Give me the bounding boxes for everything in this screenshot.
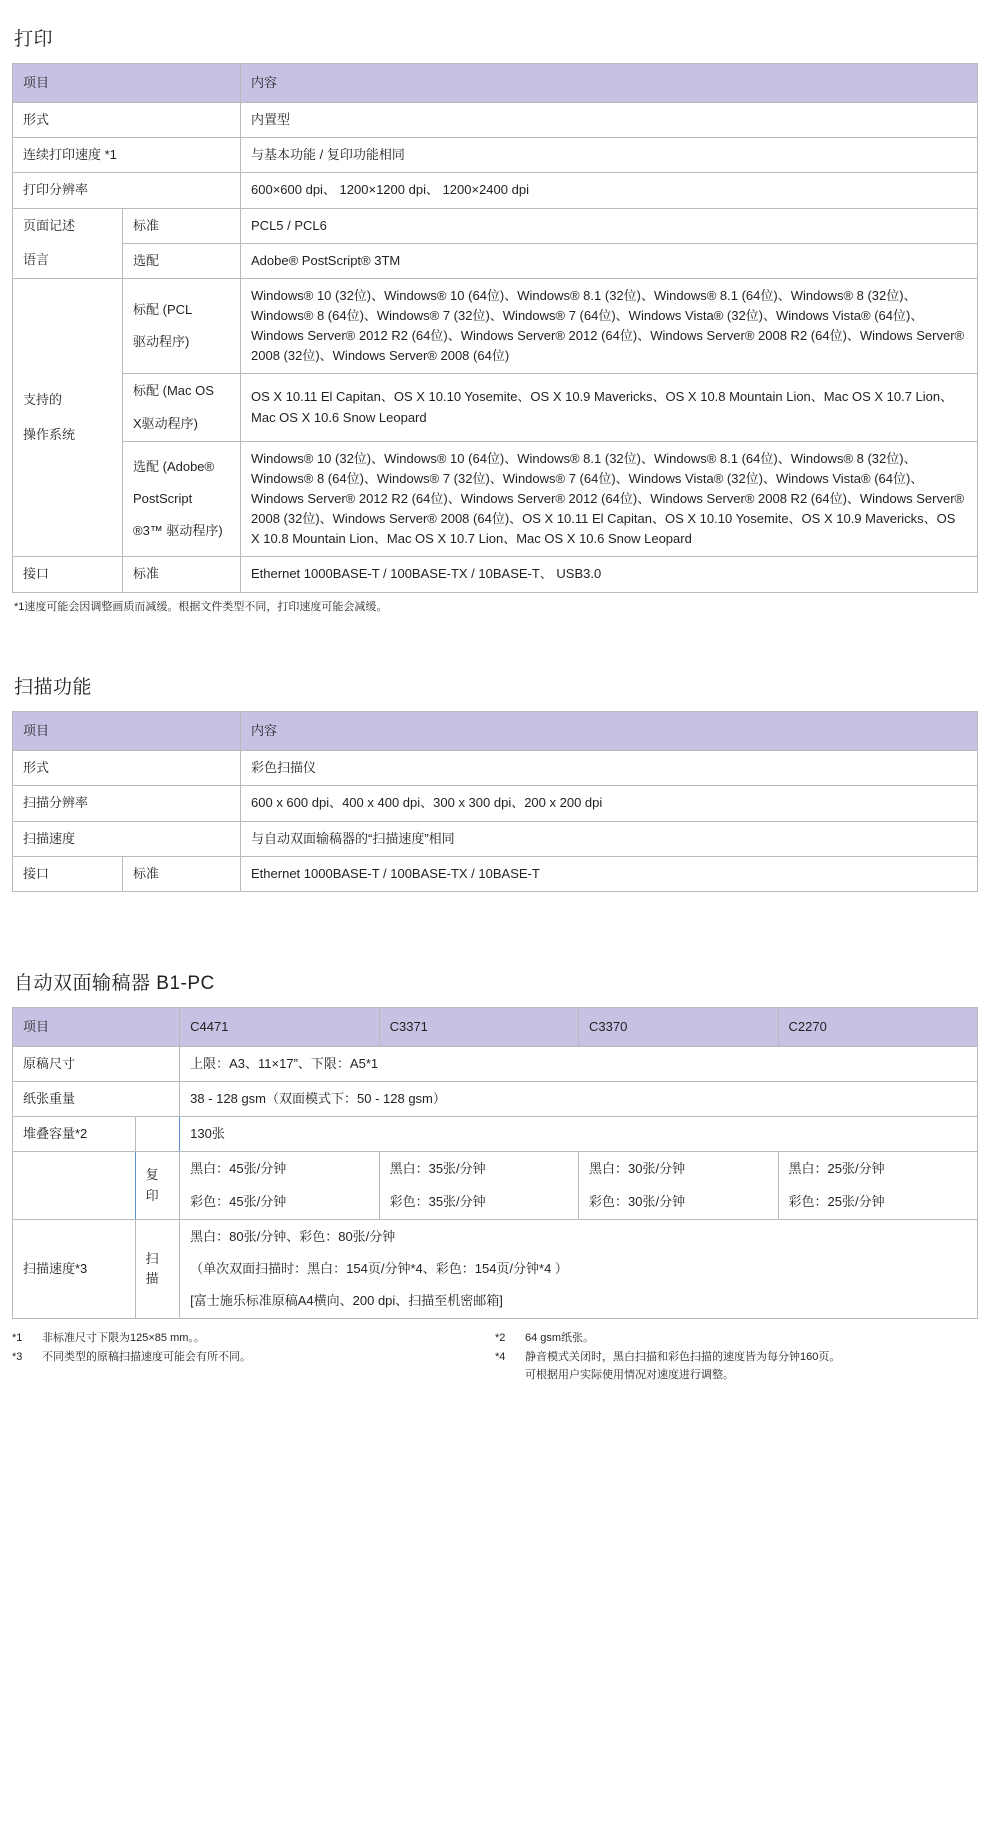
table-row	[13, 821, 978, 856]
spacer	[12, 616, 978, 672]
footnote-1	[12, 1329, 495, 1348]
table-row	[13, 374, 978, 441]
row-label-scan-resolution: 扫描分辨率	[13, 786, 241, 821]
table-header-row	[13, 64, 978, 103]
row-value-speed: 与基本功能 / 复印功能相同	[241, 138, 978, 173]
footnote-4-mark: *4	[495, 1350, 506, 1363]
table-header-row	[13, 1007, 978, 1046]
row-label-scan-interface: 接口	[13, 856, 123, 891]
row-label-scan-speed: 扫描速度	[13, 821, 241, 856]
spacer	[12, 898, 978, 968]
row-sub-os-pcl	[123, 278, 241, 374]
scan-speed-line1: 黑白：80张/分钟、彩色：80张/分钟	[190, 1228, 396, 1244]
table-row	[13, 751, 978, 786]
os-label-line2: 操作系统	[23, 426, 76, 442]
table-row	[13, 278, 978, 374]
cell-copy-c4471	[180, 1152, 379, 1219]
os-ps-sub-line3: ®3™ 驱动程序)	[133, 523, 223, 539]
cell-copy-c2270	[778, 1152, 978, 1219]
footnote-4-text: 静音模式关闭时，黑白扫描和彩色扫描的速度皆为每分钟160页。	[525, 1350, 841, 1363]
table-row	[13, 1152, 978, 1219]
row-label-doc-size: 原稿尺寸	[13, 1046, 180, 1081]
table-row	[13, 786, 978, 821]
header-model-c3370: C3370	[579, 1007, 778, 1046]
row-sub-scan-interface: 标准	[123, 856, 241, 891]
table-header-row	[13, 712, 978, 751]
row-label-os	[13, 278, 123, 557]
row-value-pdl-standard: PCL5 / PCL6	[241, 208, 978, 243]
footnote-1-mark: *1	[12, 1332, 23, 1345]
row-label-pdl	[13, 208, 123, 278]
row-label-stack-capacity: 堆叠容量*2	[13, 1117, 136, 1152]
row-label-scan-form: 形式	[13, 751, 241, 786]
table-row	[13, 1117, 978, 1152]
footnote-2-mark: *2	[495, 1332, 506, 1345]
row-value-scan-speed-adf	[180, 1219, 978, 1318]
scan-speed-line2: （单次双面扫描时：黑白：154页/分钟*4、彩色：154页/分钟*4 ）	[190, 1260, 568, 1276]
footnote-4-continued: 可根据用户实际使用情况对速度进行调整。	[525, 1369, 734, 1382]
row-value-scan-speed: 与自动双面输稿器的“扫描速度”相同	[241, 821, 978, 856]
header-model-c2270: C2270	[778, 1007, 978, 1046]
row-value-form: 内置型	[241, 103, 978, 138]
cell-copy-c3370	[579, 1152, 778, 1219]
footnote-1-text: 非标准尺寸下限为125×85 mm。。	[42, 1332, 205, 1345]
footnote-2-text: 64 gsm纸张。	[525, 1332, 595, 1345]
row-value-os-pcl: Windows® 10 (32位)、Windows® 10 (64位)、Windows® 8.1 (32位)、Windows® 8.1 (64位)、Windows® 8 (32位)、Windows® 8 (64位)、Windows® 7 (32位)、Windows® 7 (64位)、Windows Vista® (32位)、Windows Vista® (64位)、Windows Server® 2012 R2 (64位)、Windows Server® 2012 (64位)、Windows Server® 2008 R2 (64位)、Windows Server® 2008 (32位)、Windows Server® 2008 (64位)	[241, 278, 978, 374]
table-row	[13, 208, 978, 243]
header-item: 项目	[13, 1007, 180, 1046]
row-sub-interface: 标准	[123, 557, 241, 592]
copy-color-c3371: 彩色：35张/分钟	[389, 1193, 486, 1209]
header-content: 内容	[241, 64, 978, 103]
header-content: 内容	[241, 712, 978, 751]
row-value-scan-form: 彩色扫描仪	[241, 751, 978, 786]
row-label-interface: 接口	[13, 557, 123, 592]
table-row	[13, 557, 978, 592]
header-item: 项目	[13, 64, 241, 103]
header-model-c3371: C3371	[379, 1007, 578, 1046]
scan-speed-line3: [富士施乐标准原稿A4横向、200 dpi、扫描至机密邮箱]	[190, 1292, 503, 1308]
row-label-speed: 连续打印速度 *1	[13, 138, 241, 173]
row-value-stack-capacity: 130张	[180, 1117, 978, 1152]
footnote-4	[495, 1348, 978, 1367]
row-value-paper-weight: 38 - 128 gsm（双面模式下：50 - 128 gsm）	[180, 1082, 978, 1117]
os-pcl-sub-line2: 驱动程序)	[133, 334, 190, 350]
table-row	[13, 173, 978, 208]
copy-bw-c2270: 黑白：25张/分钟	[788, 1161, 885, 1177]
footnotes-left-column	[12, 1329, 495, 1385]
row-sub-os-postscript	[123, 441, 241, 557]
os-ps-sub-line1: 选配 (Adobe®	[133, 458, 215, 474]
row-label-empty	[13, 1152, 136, 1219]
table-row	[13, 243, 978, 278]
table-row	[13, 856, 978, 891]
table-row	[13, 1082, 978, 1117]
cell-copy-c3371	[379, 1152, 578, 1219]
row-value-pdl-optional: Adobe® PostScript® 3TM	[241, 243, 978, 278]
footnotes-right-column	[495, 1329, 978, 1385]
copy-bw-c3370: 黑白：30张/分钟	[589, 1161, 686, 1177]
os-mac-sub-line1: 标配 (Mac OS	[133, 383, 214, 399]
footnote-3-mark: *3	[12, 1350, 23, 1363]
print-spec-table	[12, 63, 978, 593]
row-sub-os-mac	[123, 374, 241, 441]
scan-spec-table	[12, 711, 978, 892]
copy-color-c3370: 彩色：30张/分钟	[589, 1193, 686, 1209]
row-sub-pdl-standard: 标准	[123, 208, 241, 243]
print-section-title: 打印	[14, 29, 54, 50]
row-value-interface: Ethernet 1000BASE-T / 100BASE-TX / 10BASE-T、 USB3.0	[241, 557, 978, 592]
row-label-scan-speed-adf: 扫描速度*3	[13, 1219, 136, 1318]
footnote-3	[12, 1348, 495, 1367]
row-value-scan-resolution: 600 x 600 dpi、400 x 400 dpi、300 x 300 dpi、200 x 200 dpi	[241, 786, 978, 821]
row-label-form: 形式	[13, 103, 241, 138]
adf-footnotes	[12, 1329, 978, 1385]
copy-color-c2270: 彩色：25张/分钟	[788, 1193, 885, 1209]
os-mac-sub-line2: X驱动程序)	[133, 415, 199, 431]
footnote-3-text: 不同类型的原稿扫描速度可能会有所不同。	[42, 1350, 251, 1363]
footnote-2	[495, 1329, 978, 1348]
row-sub-copy: 复印	[135, 1152, 180, 1219]
row-value-os-mac: OS X 10.11 El Capitan、OS X 10.10 Yosemite、OS X 10.9 Mavericks、OS X 10.8 Mountain Lion、Mac OS X 10.7 Lion、Mac OS X 10.6 Snow Leopard	[241, 374, 978, 441]
adf-section-title: 自动双面输稿器 B1-PC	[14, 972, 215, 994]
print-footnote: *1速度可能会因调整画质而减缓。根据文件类型不同，打印速度可能会减缓。	[14, 600, 388, 613]
header-model-c4471: C4471	[180, 1007, 379, 1046]
table-row	[13, 1046, 978, 1081]
row-value-os-postscript: Windows® 10 (32位)、Windows® 10 (64位)、Windows® 8.1 (32位)、Windows® 8.1 (64位)、Windows® 8 (32位)、Windows® 8 (64位)、Windows® 7 (32位)、Windows® 7 (64位)、Windows Vista® (32位)、Windows Vista® (64位)、Windows Server® 2012 R2 (64位)、Windows Server® 2012 (64位)、Windows Server® 2008 R2 (64位)、Windows Server® 2008 (32位)、Windows Server® 2008 (64位)、OS X 10.11 El Capitan、OS X 10.10 Yosemite、OS X 10.9 Mavericks、OS X 10.8 Mountain Lion、Mac OS X 10.7 Lion、Mac OS X 10.6 Snow Leopard	[241, 441, 978, 557]
table-row	[13, 441, 978, 557]
copy-bw-c3371: 黑白：35张/分钟	[389, 1161, 486, 1177]
row-sub-pdl-optional: 选配	[123, 243, 241, 278]
scan-section-title: 扫描功能	[14, 677, 93, 699]
header-item: 项目	[13, 712, 241, 751]
copy-bw-c4471: 黑白：45张/分钟	[190, 1161, 287, 1177]
pdl-label-line2: 语言	[23, 252, 50, 268]
table-row	[13, 138, 978, 173]
os-pcl-sub-line1: 标配 (PCL	[133, 301, 193, 317]
row-label-paper-weight: 纸张重量	[13, 1082, 180, 1117]
pdl-label-line1: 页面记述	[23, 218, 76, 234]
table-row	[13, 1219, 978, 1318]
row-label-resolution: 打印分辨率	[13, 173, 241, 208]
adf-spec-table	[12, 1007, 978, 1319]
row-sub-empty	[135, 1117, 180, 1152]
row-sub-scan: 扫描	[135, 1219, 180, 1318]
copy-color-c4471: 彩色：45张/分钟	[190, 1193, 287, 1209]
os-label-line1: 支持的	[23, 392, 63, 408]
table-row	[13, 103, 978, 138]
row-value-doc-size: 上限：A3、11×17”、下限：A5*1	[180, 1046, 978, 1081]
os-ps-sub-line2: PostScript	[133, 490, 193, 506]
row-value-scan-interface: Ethernet 1000BASE-T / 100BASE-TX / 10BASE-T	[241, 856, 978, 891]
row-value-resolution: 600×600 dpi、 1200×1200 dpi、 1200×2400 dpi	[241, 173, 978, 208]
